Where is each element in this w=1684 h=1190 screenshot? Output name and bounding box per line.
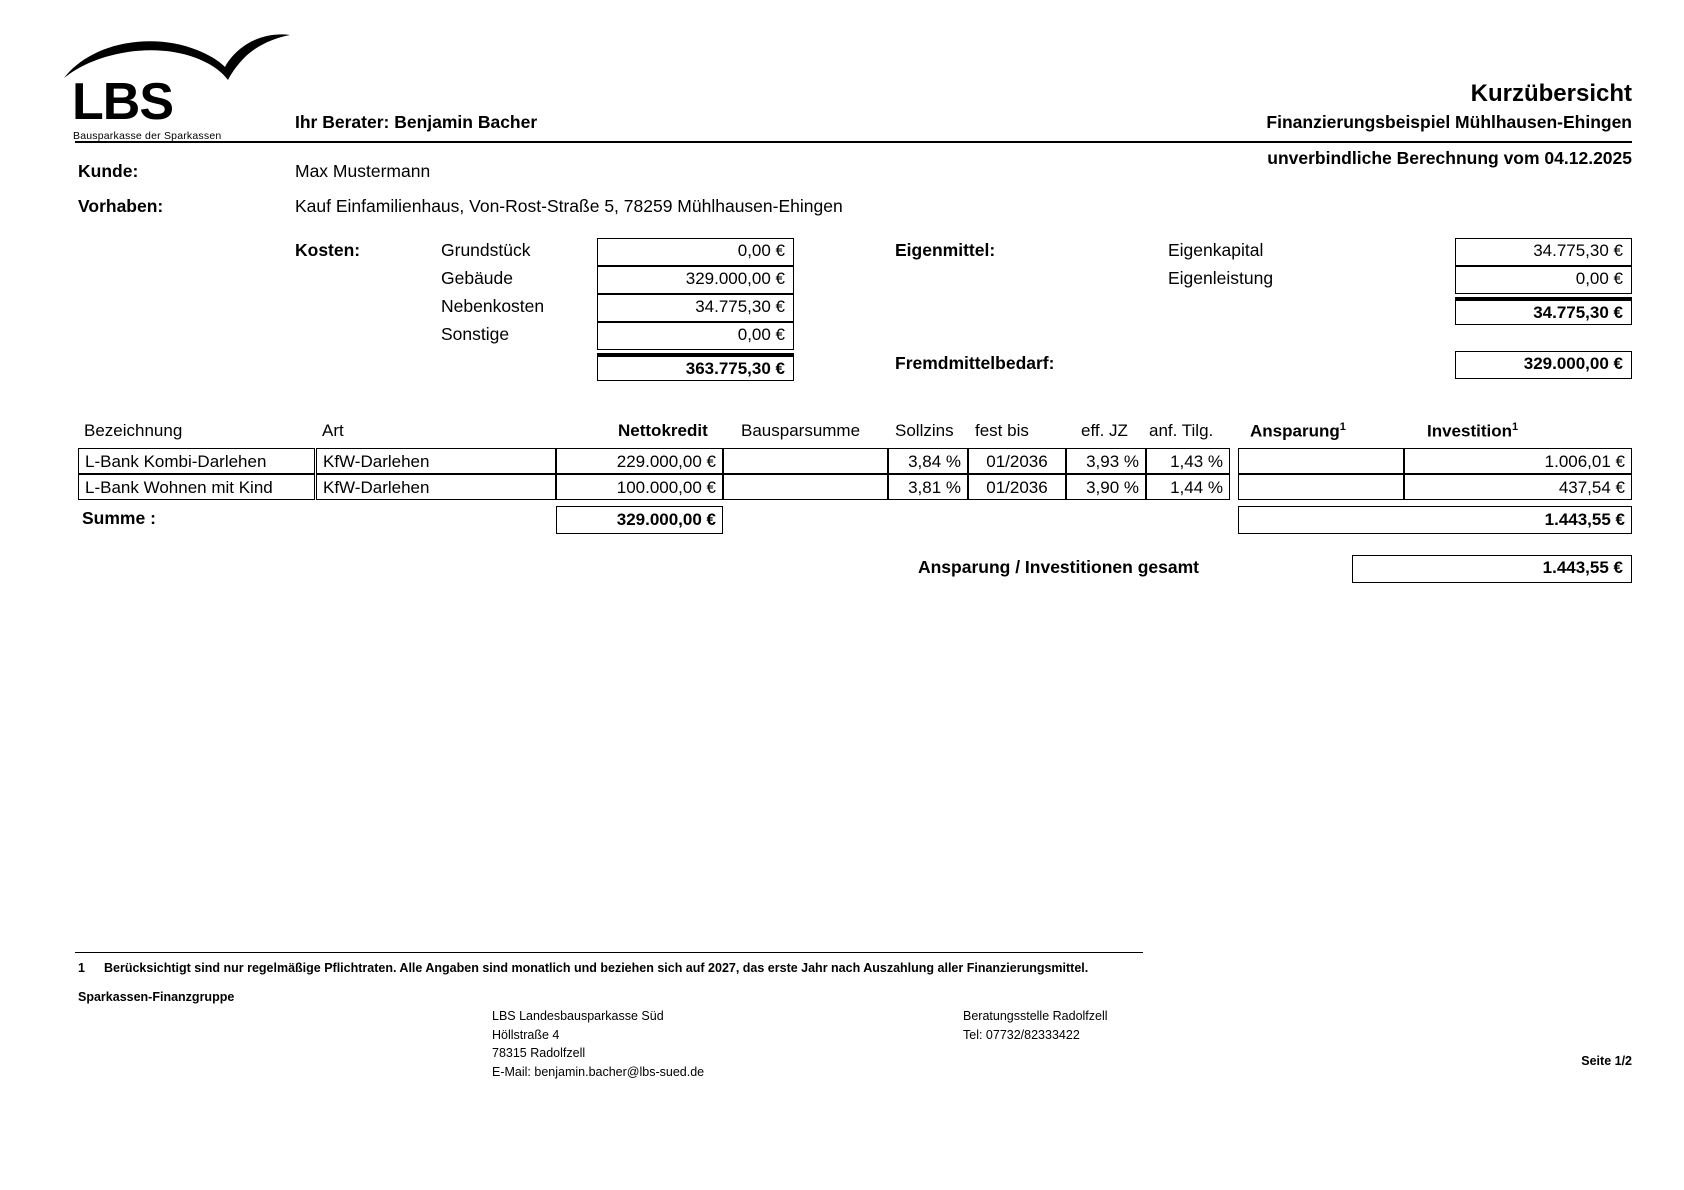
company-address — [492, 1007, 704, 1081]
th-nettokredit: Nettokredit — [618, 421, 708, 440]
table-row-2-fest-bis[interactable]: 01/2036 — [968, 474, 1066, 500]
kunde-label: Kunde: — [78, 161, 139, 181]
address-line-3: 78315 Radolfzell — [492, 1046, 586, 1060]
kosten-value-nebenkosten[interactable]: 34.775,30 € — [597, 294, 794, 322]
table-row-2-bezeichnung[interactable]: L-Bank Wohnen mit Kind — [78, 474, 315, 500]
footnote-text: Berücksichtigt sind nur regelmäßige Pflichtraten. Alle Angaben sind monatlich und beziehen sich auf 2027, das erste Jahr nach Auszahlung aller Finanzierungsmittel. — [104, 961, 1089, 975]
table-row-2-eff-jz[interactable]: 3,90 % — [1066, 474, 1146, 500]
table-row-1-bezeichnung[interactable]: L-Bank Kombi-Darlehen — [78, 448, 315, 474]
table-row-1-bausparsumme[interactable] — [723, 448, 888, 474]
table-row-1-ansparung[interactable] — [1238, 448, 1404, 474]
summe-label: Summe : — [82, 508, 156, 528]
footnote-number: 1 — [78, 961, 85, 975]
table-row-2-anf-tilg[interactable]: 1,44 % — [1146, 474, 1230, 500]
summe-investition: 1.443,55 € — [1238, 506, 1632, 534]
fremdmittelbedarf-value: 329.000,00 € — [1455, 351, 1632, 379]
office-name: Beratungsstelle Radolfzell — [963, 1009, 1108, 1023]
table-row-1-investition[interactable]: 1.006,01 € — [1404, 448, 1632, 474]
calculation-date: unverbindliche Berechnung vom 04.12.2025 — [1267, 148, 1632, 168]
eigenmittel-row-label-eigenkapital: Eigenkapital — [1168, 240, 1264, 260]
kosten-value-gebaeude[interactable]: 329.000,00 € — [597, 266, 794, 294]
kosten-row-label-sonstige: Sonstige — [441, 324, 510, 344]
th-bausparsumme: Bausparsumme — [741, 421, 861, 440]
th-ansparung-superscript: 1 — [1339, 421, 1346, 433]
th-bezeichnung: Bezeichnung — [84, 421, 183, 440]
address-line-1: LBS Landesbausparkasse Süd — [492, 1009, 664, 1023]
table-row-2-art[interactable]: KfW-Darlehen — [316, 474, 556, 500]
logo-wordmark: LBS — [72, 73, 173, 131]
eigenmittel-value-eigenkapital[interactable]: 34.775,30 € — [1455, 238, 1632, 266]
advisor-label: Ihr Berater: Benjamin Bacher — [295, 112, 538, 132]
header-divider — [75, 141, 1632, 143]
eigenmittel-title: Eigenmittel: — [895, 240, 996, 260]
finanzgruppe-label: Sparkassen-Finanzgruppe — [78, 990, 235, 1004]
office-contact — [963, 1007, 1108, 1044]
th-investition — [1427, 421, 1518, 442]
kosten-value-sonstige[interactable]: 0,00 € — [597, 322, 794, 350]
table-row-1-sollzins[interactable]: 3,84 % — [888, 448, 968, 474]
table-row-1-eff-jz[interactable]: 3,93 % — [1066, 448, 1146, 474]
vorhaben-label: Vorhaben: — [78, 196, 164, 216]
logo-subtitle: Bausparkasse der Sparkassen — [73, 130, 222, 142]
footer-divider — [75, 952, 1143, 953]
th-ansparung-text: Ansparung — [1250, 421, 1340, 441]
th-ansparung — [1250, 421, 1346, 442]
th-investition-superscript: 1 — [1512, 421, 1519, 433]
page-subtitle: Finanzierungsbeispiel Mühlhausen-Ehingen — [1266, 112, 1632, 132]
th-art: Art — [322, 421, 344, 440]
kosten-row-label-gebaeude: Gebäude — [441, 268, 514, 288]
table-row-1-anf-tilg[interactable]: 1,43 % — [1146, 448, 1230, 474]
eigenmittel-row-label-eigenleistung: Eigenleistung — [1168, 268, 1274, 288]
fremdmittelbedarf-label: Fremdmittelbedarf: — [895, 353, 1055, 373]
th-sollzins: Sollzins — [895, 421, 954, 440]
eigenmittel-value-eigenleistung[interactable]: 0,00 € — [1455, 266, 1632, 294]
th-investition-text: Investition — [1427, 421, 1513, 441]
th-fest-bis: fest bis — [975, 421, 1029, 440]
kunde-value: Max Mustermann — [295, 161, 431, 181]
kosten-title: Kosten: — [295, 240, 361, 260]
table-row-2-nettokredit[interactable]: 100.000,00 € — [556, 474, 723, 500]
table-row-2-sollzins[interactable]: 3,81 % — [888, 474, 968, 500]
th-anf-tilg: anf. Tilg. — [1149, 421, 1214, 440]
table-row-1-art[interactable]: KfW-Darlehen — [316, 448, 556, 474]
kosten-value-grundstueck[interactable]: 0,00 € — [597, 238, 794, 266]
kosten-row-label-grundstueck: Grundstück — [441, 240, 531, 260]
table-row-2-bausparsumme[interactable] — [723, 474, 888, 500]
lbs-logo — [62, 34, 292, 142]
page-number: Seite 1/2 — [1581, 1054, 1632, 1068]
th-eff-jz: eff. JZ — [1081, 421, 1128, 440]
eigenmittel-total: 34.775,30 € — [1455, 297, 1632, 325]
gesamt-label: Ansparung / Investitionen gesamt — [917, 557, 1199, 577]
kosten-row-label-nebenkosten: Nebenkosten — [441, 296, 545, 316]
gesamt-value: 1.443,55 € — [1352, 555, 1632, 583]
table-row-2-investition[interactable]: 437,54 € — [1404, 474, 1632, 500]
page-title: Kurzübersicht — [1470, 80, 1632, 107]
summe-nettokredit: 329.000,00 € — [556, 506, 723, 534]
address-email: E-Mail: benjamin.bacher@lbs-sued.de — [492, 1064, 705, 1079]
table-row-2-ansparung[interactable] — [1238, 474, 1404, 500]
table-row-1-nettokredit[interactable]: 229.000,00 € — [556, 448, 723, 474]
table-row-1-fest-bis[interactable]: 01/2036 — [968, 448, 1066, 474]
address-line-2: Höllstraße 4 — [492, 1027, 560, 1042]
vorhaben-value: Kauf Einfamilienhaus, Von-Rost-Straße 5, 78259 Mühlhausen-Ehingen — [295, 196, 843, 216]
kosten-total: 363.775,30 € — [597, 353, 794, 381]
office-phone: Tel: 07732/82333422 — [963, 1027, 1080, 1042]
